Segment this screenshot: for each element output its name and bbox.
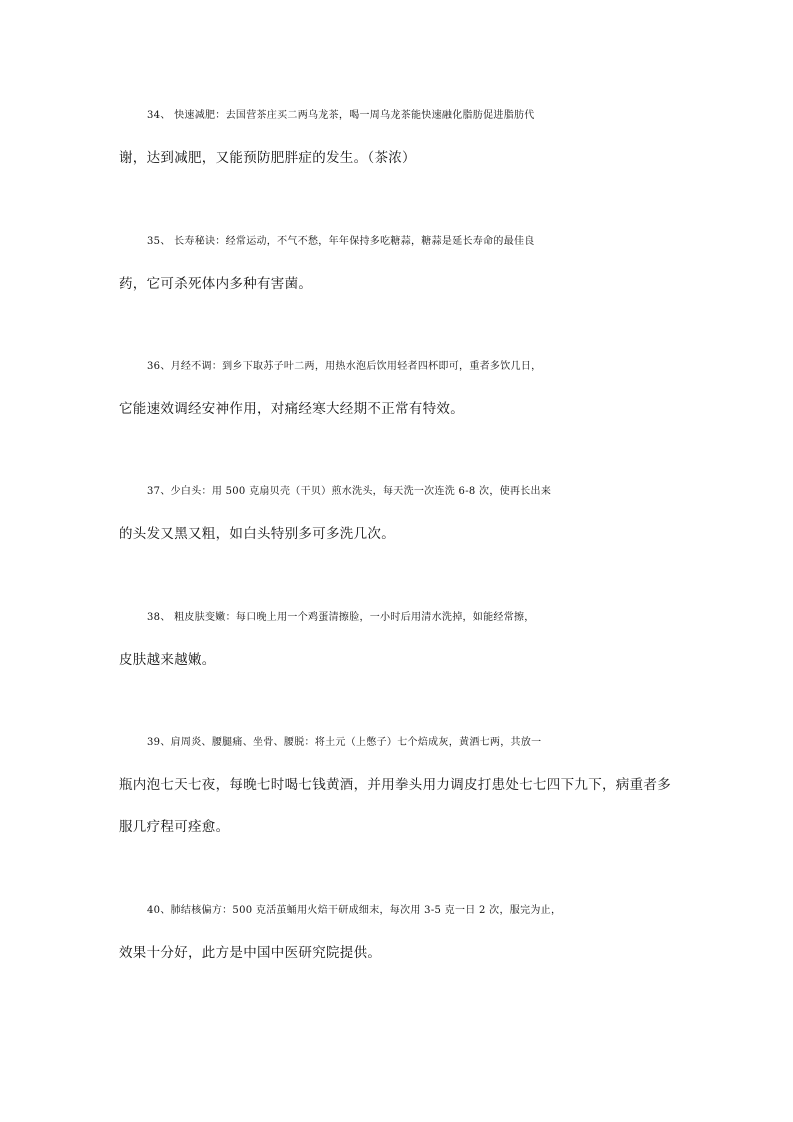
entry-line: 谢，达到减肥，又能预防肥胖症的发生。（茶浓） (119, 150, 416, 166)
remedy-entry-40 (119, 890, 677, 974)
remedy-entry-36 (119, 346, 677, 430)
remedy-entry-39 (119, 722, 677, 848)
remedy-entry-35 (119, 221, 677, 305)
entry-line: 皮肤越来越嫩。 (119, 652, 216, 668)
entry-line: 效果十分好，此方是中国中医研究院提供。 (119, 945, 382, 961)
entry-line: 服几疗程可痊愈。 (119, 819, 230, 835)
entry-line: 它能速效调经安神作用，对痛经寒大经期不正常有特效。 (119, 401, 464, 417)
entry-line: 的头发又黑又粗，如白头特别多可多洗几次。 (119, 526, 395, 542)
remedy-entry-37 (119, 471, 677, 555)
remedy-entry-38 (119, 597, 677, 681)
entry-line: 35、 长寿秘诀：经常运动，不气不愁，年年保持多吃糖蒜，糖蒜是延长寿命的最佳良 (147, 236, 535, 247)
remedy-entry-34 (119, 95, 677, 179)
entry-line: 40、肺结核偏方：500 克活茧蛹用火焙干研成细末，每次用 3-5 克一日 2 次，服完为止， (147, 905, 562, 916)
entry-line: 39、肩周炎、腰腿痛、坐骨、腰脱：将土元（上憋子）七个焙成灰，黄酒七两，共放一 (147, 737, 542, 748)
entry-line: 38、 粗皮肤变嫩：每口晚上用一个鸡蛋清擦脸，一小时后用清水洗掉，如能经常擦， (147, 612, 535, 623)
entry-line: 瓶内泡七天七夜，每晚七时喝七钱黄酒，并用拳头用力调皮打患处七七四下九下，病重者多 (119, 777, 671, 793)
entry-line: 36、月经不调：到乡下取苏子叶二两，用热水泡后饮用轻者四杯即可，重者多饮几日， (147, 361, 542, 372)
entry-line: 药，它可杀死体内多种有害菌。 (119, 276, 313, 292)
entry-line: 34、 快速减肥：去国营茶庄买二两乌龙茶，喝一周乌龙茶能快速融化脂肪促进脂肪代 (147, 110, 535, 121)
entry-line: 37、少白头：用 500 克扇贝壳（干贝）煎水洗头，每天洗一次连洗 6-8 次，使再长出来 (147, 486, 552, 497)
